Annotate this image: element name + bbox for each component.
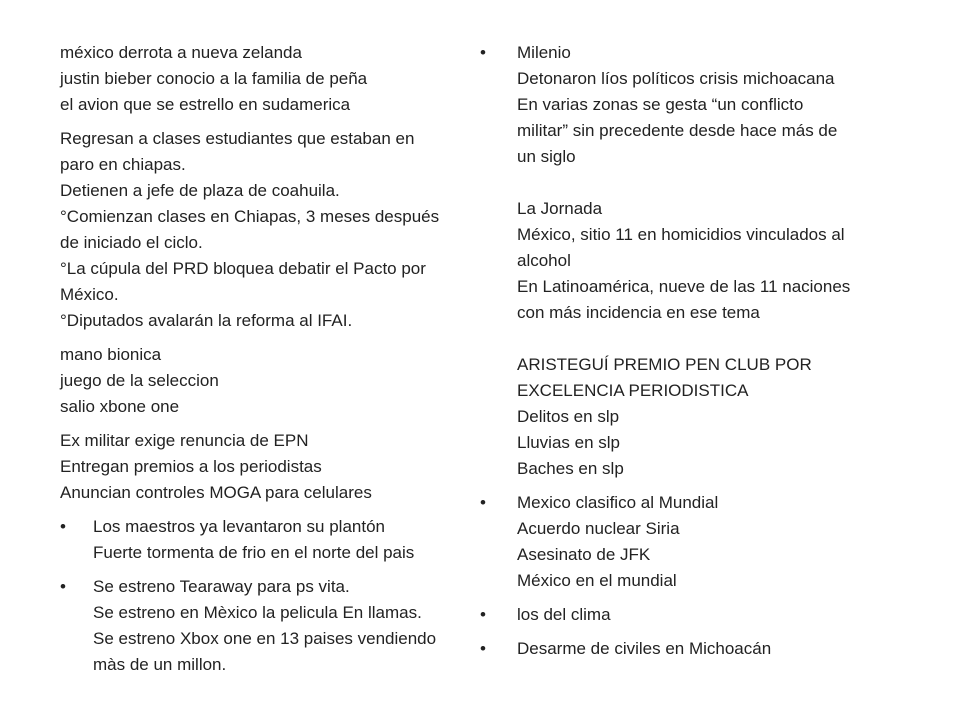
bullet-marker: • xyxy=(480,605,486,624)
right-column xyxy=(480,40,900,670)
text-line: Se estreno Xbox one en 13 paises vendiendo xyxy=(93,629,437,648)
text-line: °La cúpula del PRD bloquea debatir el Pacto por xyxy=(60,259,426,278)
text-line: justin bieber conocio a la familia de peña xyxy=(60,69,368,88)
bullet-item xyxy=(480,602,900,628)
text-line: méxico derrota a nueva zelanda xyxy=(60,43,302,62)
bullet-item xyxy=(480,636,900,662)
text-line: Milenio xyxy=(517,43,571,62)
bullet-item xyxy=(60,574,480,678)
text-line: paro en chiapas. xyxy=(60,155,186,174)
text-line: México, sitio 11 en homicidios vinculados al xyxy=(517,225,845,244)
text-line: ARISTEGUÍ PREMIO PEN CLUB POR xyxy=(517,355,812,374)
text-line: México. xyxy=(60,285,119,304)
text-line: Delitos en slp xyxy=(517,407,620,426)
text-line: México en el mundial xyxy=(517,571,677,590)
text-line: Mexico clasifico al Mundial xyxy=(517,493,719,512)
text-paragraph xyxy=(60,342,480,420)
bullet-marker: • xyxy=(480,493,486,512)
text-line: Fuerte tormenta de frio en el norte del pais xyxy=(93,543,415,562)
text-line: En varias zonas se gesta “un conflicto xyxy=(517,95,804,114)
bullet-marker: • xyxy=(60,517,66,536)
bullet-item xyxy=(60,514,480,566)
text-line: Se estreno Tearaway para ps vita. xyxy=(93,577,350,596)
text-line: La Jornada xyxy=(517,199,603,218)
blank-line xyxy=(517,170,900,196)
text-paragraph xyxy=(60,428,480,506)
text-line: En Latinoamérica, nueve de las 11 naciones xyxy=(517,277,851,296)
right-bullet-list xyxy=(480,40,900,662)
text-line: Baches en slp xyxy=(517,459,624,478)
text-line: Lluvias en slp xyxy=(517,433,621,452)
text-line: Regresan a clases estudiantes que estaban en xyxy=(60,129,415,148)
text-paragraph xyxy=(60,40,480,118)
blank-line xyxy=(517,326,900,352)
text-line: Acuerdo nuclear Siria xyxy=(517,519,680,538)
text-line: militar” sin precedente desde hace más de xyxy=(517,121,838,140)
text-line: los del clima xyxy=(517,605,611,624)
text-line: mano bionica xyxy=(60,345,162,364)
text-line: Desarme de civiles en Michoacán xyxy=(517,639,772,658)
text-line: el avion que se estrello en sudamerica xyxy=(60,95,351,114)
text-line: Asesinato de JFK xyxy=(517,545,651,564)
text-line: °Diputados avalarán la reforma al IFAI. xyxy=(60,311,353,330)
text-line: Se estreno en Mèxico la pelicula En llamas. xyxy=(93,603,422,622)
left-column xyxy=(60,40,480,686)
text-line: Anuncian controles MOGA para celulares xyxy=(60,483,372,502)
text-paragraph xyxy=(60,126,480,334)
bullet-marker: • xyxy=(480,43,486,62)
left-text-blocks xyxy=(60,40,480,506)
text-line: EXCELENCIA PERIODISTICA xyxy=(517,381,749,400)
text-line: Los maestros ya levantaron su plantón xyxy=(93,517,386,536)
text-line: salio xbone one xyxy=(60,397,180,416)
bullet-item xyxy=(480,490,900,594)
text-line: de iniciado el ciclo. xyxy=(60,233,203,252)
text-line: un siglo xyxy=(517,147,576,166)
text-line: Entregan premios a los periodistas xyxy=(60,457,322,476)
text-line: màs de un millon. xyxy=(93,655,227,674)
bullet-marker: • xyxy=(60,577,66,596)
left-bullet-list xyxy=(60,514,480,678)
text-line: Detonaron líos políticos crisis michoacana xyxy=(517,69,835,88)
text-line: °Comienzan clases en Chiapas, 3 meses después xyxy=(60,207,440,226)
text-line: juego de la seleccion xyxy=(60,371,219,390)
bullet-item xyxy=(480,40,900,482)
text-line: alcohol xyxy=(517,251,571,270)
text-line: Ex militar exige renuncia de EPN xyxy=(60,431,309,450)
bullet-marker: • xyxy=(480,639,486,658)
text-line: con más incidencia en ese tema xyxy=(517,303,760,322)
text-line: Detienen a jefe de plaza de coahuila. xyxy=(60,181,340,200)
